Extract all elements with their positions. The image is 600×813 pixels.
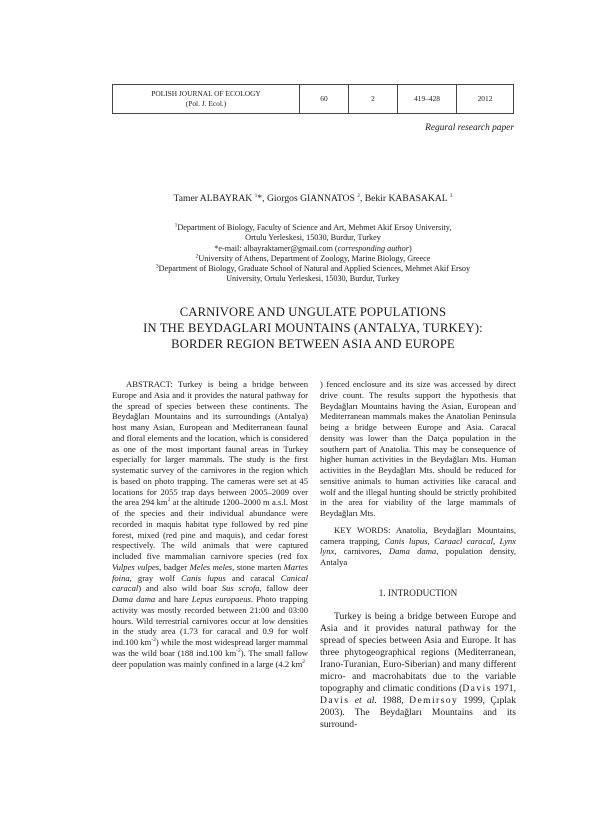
- affiliation-3: $^3$Department of Biology, Graduate School of Natural and Applied Sciences, Mehmet Akif Ersoy: [155, 263, 471, 274]
- author-list: Tamer ALBAYRAK $^1$*, Giorgos GIANNATOS $^2$, Bekir KABASAKAL $^3$: [173, 192, 453, 204]
- abstract-continued: ) fenced enclosure and its size was accessed by direct drive count. The results support the hypothesis that Beydağları Mountains having the Asian, European and Mediterranean mammals makes the Anatolian Peninsula being a bridge between Europe and Asia. Caracal density was lower than the Datça population in the southern part of Anatolia. This may be consequence of higher human activities in the Beydağları Mts. Human activities in the Beydağları Mts. should be reduced for sensitive animals to human activities like caracal and wolf and the illegal hunting should be strictly prohibited in the area for viability of the large mammals of Beydağları Mts.: [320, 379, 516, 518]
- corresponding-email: *e-mail: albayraktamer@gmail.com (corresponding author): [214, 243, 412, 253]
- year-cell: 2012: [457, 85, 514, 114]
- introduction-paragraph: Turkey is being a bridge between Europe and Asia and it provides natural pathway for the spread of species between Asia and Europe. It has three phytogeographical regions (Mediterranean, Irano-Turanian, Euro-Siberian) and many different micro- and macrohabitats due to the variable topography and climatic conditions (Davis 1971, Davis et al. 1988, Demirsoy 1999, Çıplak 2003). The Beydağları Mountains and its surround-: [320, 610, 516, 731]
- affiliation-1-address: Ortulu Yerleskesi, 15030, Burdur, Turkey: [245, 233, 381, 243]
- author-1-affil: 1: [254, 192, 258, 199]
- affiliation-3-address: University, Ortulu Yerleskesi, 15030, Burdur, Turkey: [226, 274, 400, 284]
- issue-cell: 2: [349, 85, 398, 114]
- author-2: Giorgos GIANNATOS: [266, 193, 355, 204]
- affiliation-1: $^1$Department of Biology, Faculty of Science and Art, Mehmet Akif Ersoy University,: [174, 222, 452, 232]
- pages-cell: 419–428: [398, 85, 457, 114]
- author-1-mark: *: [257, 193, 263, 204]
- paper-title: [96, 305, 530, 352]
- introduction-heading: 1. INTRODUCTION: [378, 587, 458, 598]
- keywords: KEY WORDS: Anatolia, Beydağları Mountains, camera trapping, Canis lupus, Caraacl caracal, Lynx lynx, carnivores, Dama dama, population density, Antalya: [320, 524, 516, 567]
- journal-name-cell: [113, 85, 300, 114]
- abstract-paragraph: ABSTRACT: Turkey is being a bridge between Europe and Asia and it provides the natural pathway for the spread of species between these continents. The Beydağları Mountains and its surroundings (Antalya) host many Asian, European and Mediterranean faunal and floral elements and the location, which is considered as one of the most important faunal areas in Turkey especially for larger mammals. The study is the first systematic survey of the carnivores in the region which is based on photo trapping. The cameras were set at 45 locations for 2055 trap days between 2005–2009 over the area 294 $km^2$ at the altitude 1200–2000 m a.s.l. Most of the species and their individual abundance were recorded in maquis habitat type followed by red pine forest, mixed (red pine and maquis), and cedar forest respectively. The wild animals that were captured included five mammalian carnivore species (red fox Vulpes vulpes, badger Meles meles, stone marten Martes foina, gray wolf Canis lupus and caracal Canical caracal) and also wild boar Sus scrofa, fallow deer Dama dama and hare Lepus europaeus. Photo trapping activity was mostly recorded between 21:00 and 03:00 hours. Wild terrestrial carnivores occur at low densities in the study area (1.73 for caracal and 0.9 for wolf ind.100 $km^{-2}$) while the most widespread larger mammal was the wild boar (188 ind.100 $km^{-2}$). The small fallow deer population was mainly confined in a large (4.2 $km^2$: [112, 379, 309, 669]
- paper-type-label: Regural research paper: [425, 123, 514, 133]
- volume-cell: 60: [300, 85, 349, 114]
- title-line-2: IN THE BEYDAGLARI MOUNTAINS (ANTALYA, TURKEY):: [143, 320, 483, 335]
- title-line-3: BORDER REGION BETWEEN ASIA AND EUROPE: [171, 336, 455, 351]
- title-line-1: CARNIVORE AND UNGULATE POPULATIONS: [179, 305, 447, 319]
- abstract-column-right: [320, 379, 516, 731]
- author-2-affil: 2: [357, 192, 360, 199]
- author-1: Tamer ALBAYRAK: [173, 193, 253, 204]
- journal-name: POLISH JOURNAL OF ECOLOGY: [151, 89, 261, 99]
- author-3-affil: 3: [449, 192, 453, 199]
- journal-header-table: [112, 84, 514, 114]
- journal-abbreviation: (Pol. J. Ecol.): [185, 99, 227, 108]
- affiliation-2: $^2$University of Athens, Department of Zoology, Marine Biology, Greece: [195, 253, 431, 263]
- author-3: Bekir KABASAKAL: [364, 193, 448, 204]
- affiliations: [112, 223, 514, 285]
- abstract-column-left: [112, 379, 308, 669]
